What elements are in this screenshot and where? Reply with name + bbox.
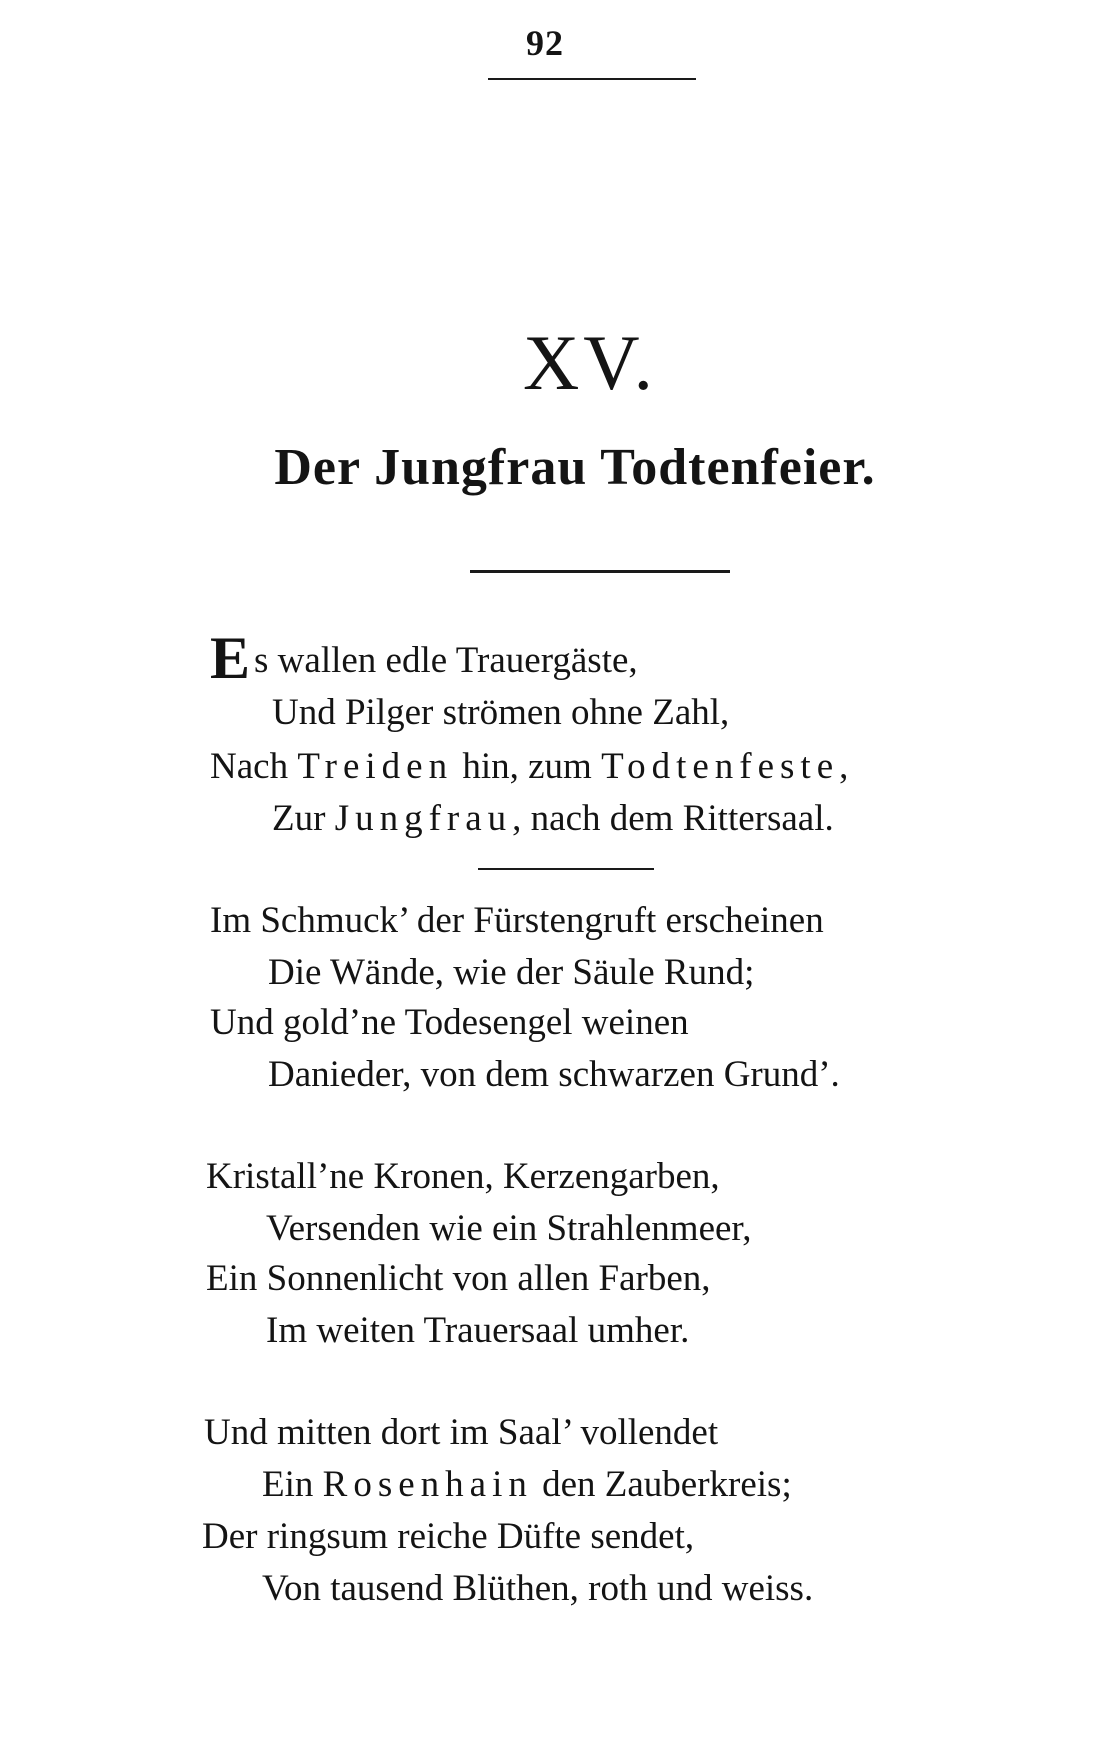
poem-title: Der Jungfrau Todtenfeier. — [274, 439, 876, 496]
line-text: Zur — [272, 798, 335, 839]
spaced-word: Rosenhain — [322, 1464, 533, 1505]
poem-line: Der ringsum reiche Düfte sendet, — [202, 1516, 695, 1557]
line-text: s wallen edle Trauergäste, — [254, 640, 638, 681]
poem-line: Von tausend Blüthen, roth und weiss. — [262, 1568, 814, 1609]
spaced-word: Jungfrau — [334, 798, 513, 839]
poem-line — [272, 800, 834, 837]
poem-line: Und mitten dort im Saal’ vollendet — [204, 1412, 719, 1453]
line-text: , — [839, 746, 849, 787]
chapter-numeral: XV. — [522, 319, 658, 406]
poem-line — [262, 1466, 792, 1503]
line-text: hin, zum — [453, 746, 602, 787]
poem-line — [210, 625, 638, 691]
page-number-rule — [488, 78, 696, 80]
poem-line: Versenden wie ein Strahlenmeer, — [266, 1208, 752, 1249]
poem-line: Kristall’ne Kronen, Kerzengarben, — [206, 1156, 720, 1197]
poem-line: Und Pilger strömen ohne Zahl, — [272, 692, 730, 733]
line-text: Ein — [262, 1464, 323, 1505]
poem-line: Die Wände, wie der Säule Rund; — [268, 952, 755, 993]
line-text: den Zauberkreis; — [532, 1464, 792, 1505]
title-rule — [470, 570, 730, 573]
drop-cap: E — [210, 625, 251, 691]
line-text: , nach dem Rittersaal. — [512, 798, 834, 839]
poem-line: Im weiten Trauersaal umher. — [266, 1310, 690, 1351]
poem-line: Ein Sonnenlicht von allen Farben, — [206, 1258, 711, 1299]
line-text: Nach — [210, 746, 298, 787]
spaced-word: Treiden — [297, 746, 454, 787]
stanza-rule — [478, 868, 654, 870]
poem-line: Im Schmuck’ der Fürstengruft erscheinen — [210, 900, 824, 941]
page-number: 92 — [526, 23, 564, 63]
poem-line: Und gold’ne Todesengel weinen — [210, 1002, 689, 1043]
spaced-word: Todtenfeste — [601, 746, 840, 787]
poem-line — [210, 748, 848, 785]
poem-line: Danieder, von dem schwarzen Grund’. — [268, 1054, 840, 1095]
